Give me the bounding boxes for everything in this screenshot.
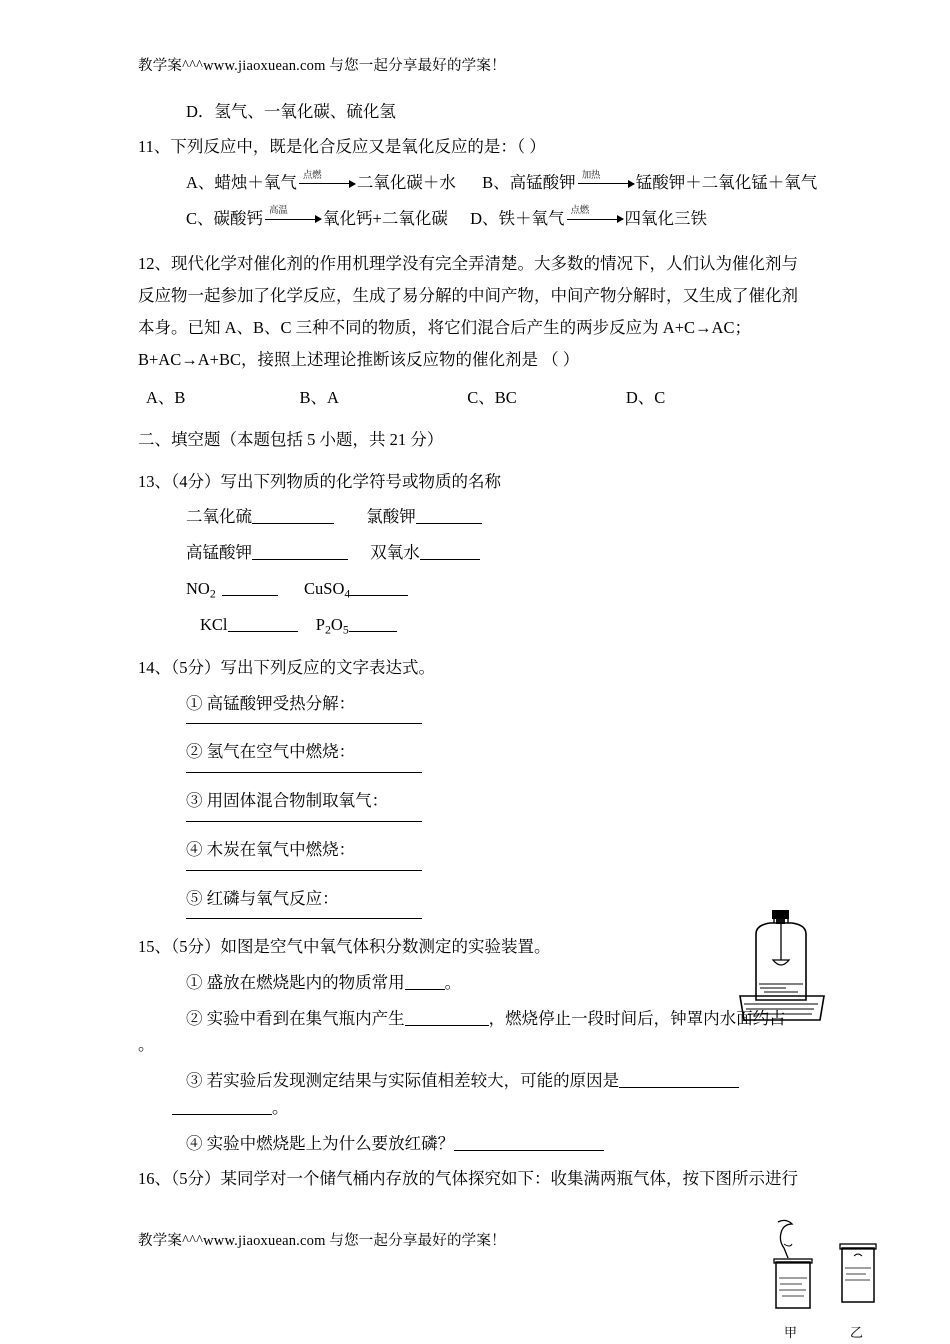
question-16-stem: 16、（5分）某同学对一个储气桶内存放的气体探究如下：收集满两瓶气体，按下图所示进行 (138, 1169, 798, 1189)
question-13-row-3 (138, 576, 838, 604)
q15-item3-end: 。 (272, 1097, 289, 1117)
q15-item4-text: ④ 实验中燃烧匙上为什么要放红磷？ (186, 1133, 455, 1153)
question-15-item-3-cont (138, 1095, 838, 1122)
question-13-row-2 (138, 540, 838, 567)
question-12-line-1: 12、现代化学对催化剂的作用机理学没有完全弄清楚。大多数的情况下，人们认为催化剂与 (138, 253, 798, 273)
answer-blank[interactable] (349, 615, 397, 633)
question-13-row-4 (138, 612, 838, 640)
question-13-stem: 13、（4分）写出下列物质的化学符号或物质的名称 (138, 471, 501, 491)
answer-blank[interactable] (252, 543, 348, 561)
q11-option-d-pre: D、铁＋氧气 (470, 208, 565, 228)
question-11-options-row1 (138, 170, 838, 197)
question-12-options (138, 385, 838, 412)
answer-blank[interactable] (416, 507, 482, 525)
q15-item3-text: ③ 若实验后发现测定结果与实际值相差较大，可能的原因是 (186, 1071, 620, 1091)
answer-blank[interactable] (252, 507, 334, 525)
question-13-row-1 (138, 504, 838, 531)
q15-item1-text: ① 盛放在燃烧匙内的物质常用 (186, 973, 405, 993)
answer-blank[interactable] (172, 1097, 272, 1115)
reaction-condition-label: 点燃 (570, 206, 589, 217)
q13-item-h2o2-label: 双氧水 (370, 543, 420, 563)
q13-item-kmno4-label: 高锰酸钾 (186, 543, 252, 563)
figure-label-yi: 乙 (850, 1325, 864, 1340)
answer-blank[interactable] (222, 578, 278, 596)
answer-blank[interactable] (405, 973, 445, 991)
figure-oxygen-measurement-apparatus (726, 908, 838, 1026)
question-14-item-5: ⑤ 红磷与氧气反应： (186, 888, 339, 908)
q15-item2-text-2: ，燃烧停止一段时间后，钟罩内水面约占 (488, 1008, 786, 1028)
q11-option-b-post: 锰酸钾＋二氧化锰＋氧气 (635, 173, 818, 193)
answer-blank[interactable] (420, 543, 480, 561)
page-footer: 教学案^^^www.jiaoxuean.com 与您一起分享最好的学案！ (138, 1233, 506, 1249)
q15-item2-text: ② 实验中看到在集气瓶内产生 (186, 1008, 405, 1028)
q13-formula-no2: $NO_2$ (186, 578, 216, 601)
q12-option-3: D、C (625, 388, 666, 408)
question-14-item-3: ③ 用固体混合物制取氧气： (186, 791, 389, 811)
q13-item-kclo3-label: 氯酸钾 (366, 507, 416, 527)
q13-formula-kcl: KCl (200, 615, 228, 635)
q11-option-c-pre: C、碳酸钙 (186, 208, 264, 228)
question-12-line-3: 本身。已知 A、B、C 三种不同的物质，将它们混合后产生的两步反应为 A+C→AC； (138, 317, 751, 337)
question-15-stem: 15、（5分）如图是空气中氧气体积分数测定的实验装置。 (138, 937, 551, 957)
question-15-item-3 (138, 1068, 838, 1095)
question-15-item-2-cont: 。 (138, 1035, 155, 1055)
answer-blank[interactable] (405, 1008, 489, 1026)
reaction-condition-label: 点燃 (302, 170, 322, 181)
question-15-item-4 (138, 1131, 838, 1158)
figure-label-jia: 甲 (784, 1325, 798, 1340)
question-10-option-d: D．氢气、一氧化碳、硫化氢 (186, 101, 396, 121)
reaction-arrow-icon (578, 170, 634, 190)
reaction-condition-label: 高温 (269, 206, 288, 217)
q11-option-a-post: 二氧化碳＋水 (356, 173, 456, 193)
q13-item-so2-label: 二氧化硫 (186, 507, 252, 527)
question-12-line-4: B+AC→A+BC，接照上述理论推断该反应物的催化剂是 （ ） (138, 350, 580, 370)
q11-option-c-post: 氧化钙+二氧化碳 (323, 208, 448, 228)
reaction-arrow-icon (299, 170, 355, 190)
question-12-line-2: 反应物一起参加了化学反应，生成了易分解的中间产物，中间产物分解时，又生成了催化剂 (138, 285, 798, 305)
reaction-condition-label: 加热 (581, 170, 601, 181)
section-2-title: 二、填空题（本题包括 5 小题，共 21 分） (138, 430, 444, 450)
q11-option-a-pre: A、蜡烛＋氧气 (186, 173, 297, 193)
answer-blank[interactable] (228, 615, 298, 633)
question-11-options-row2 (138, 206, 838, 233)
question-14-item-4: ④ 木炭在氧气中燃烧： (186, 839, 356, 859)
answer-blank[interactable] (350, 578, 408, 596)
reaction-arrow-icon (265, 208, 321, 225)
q12-option-2: C、BC (467, 388, 517, 408)
q15-item1-end: 。 (444, 973, 462, 993)
q13-formula-cuso4: CuSO$_4$ (304, 578, 351, 601)
question-14-item-2: ② 氢气在空气中燃烧： (186, 742, 356, 762)
q13-formula-p2o5: $P_2O_5$ (315, 615, 349, 637)
reaction-arrow-icon (567, 208, 623, 225)
q12-option-0: A、B (146, 388, 186, 408)
answer-blank[interactable] (454, 1133, 604, 1151)
answer-blank[interactable] (619, 1071, 739, 1089)
q11-option-d-post: 四氧化三铁 (624, 208, 707, 228)
q11-option-b-pre: B、高锰酸钾 (482, 173, 576, 193)
question-14-stem: 14、（5分）写出下列反应的文字表达式。 (138, 658, 435, 677)
page-header: 教学案^^^www.jiaoxuean.com 与您一起分享最好的学案！ (138, 58, 506, 74)
question-11-stem: 11、下列反应中，既是化合反应又是氧化反应的是：（ ） (138, 137, 546, 157)
q12-option-1: B、A (299, 388, 339, 408)
question-14-item-1: ① 高锰酸钾受热分解： (186, 693, 356, 713)
